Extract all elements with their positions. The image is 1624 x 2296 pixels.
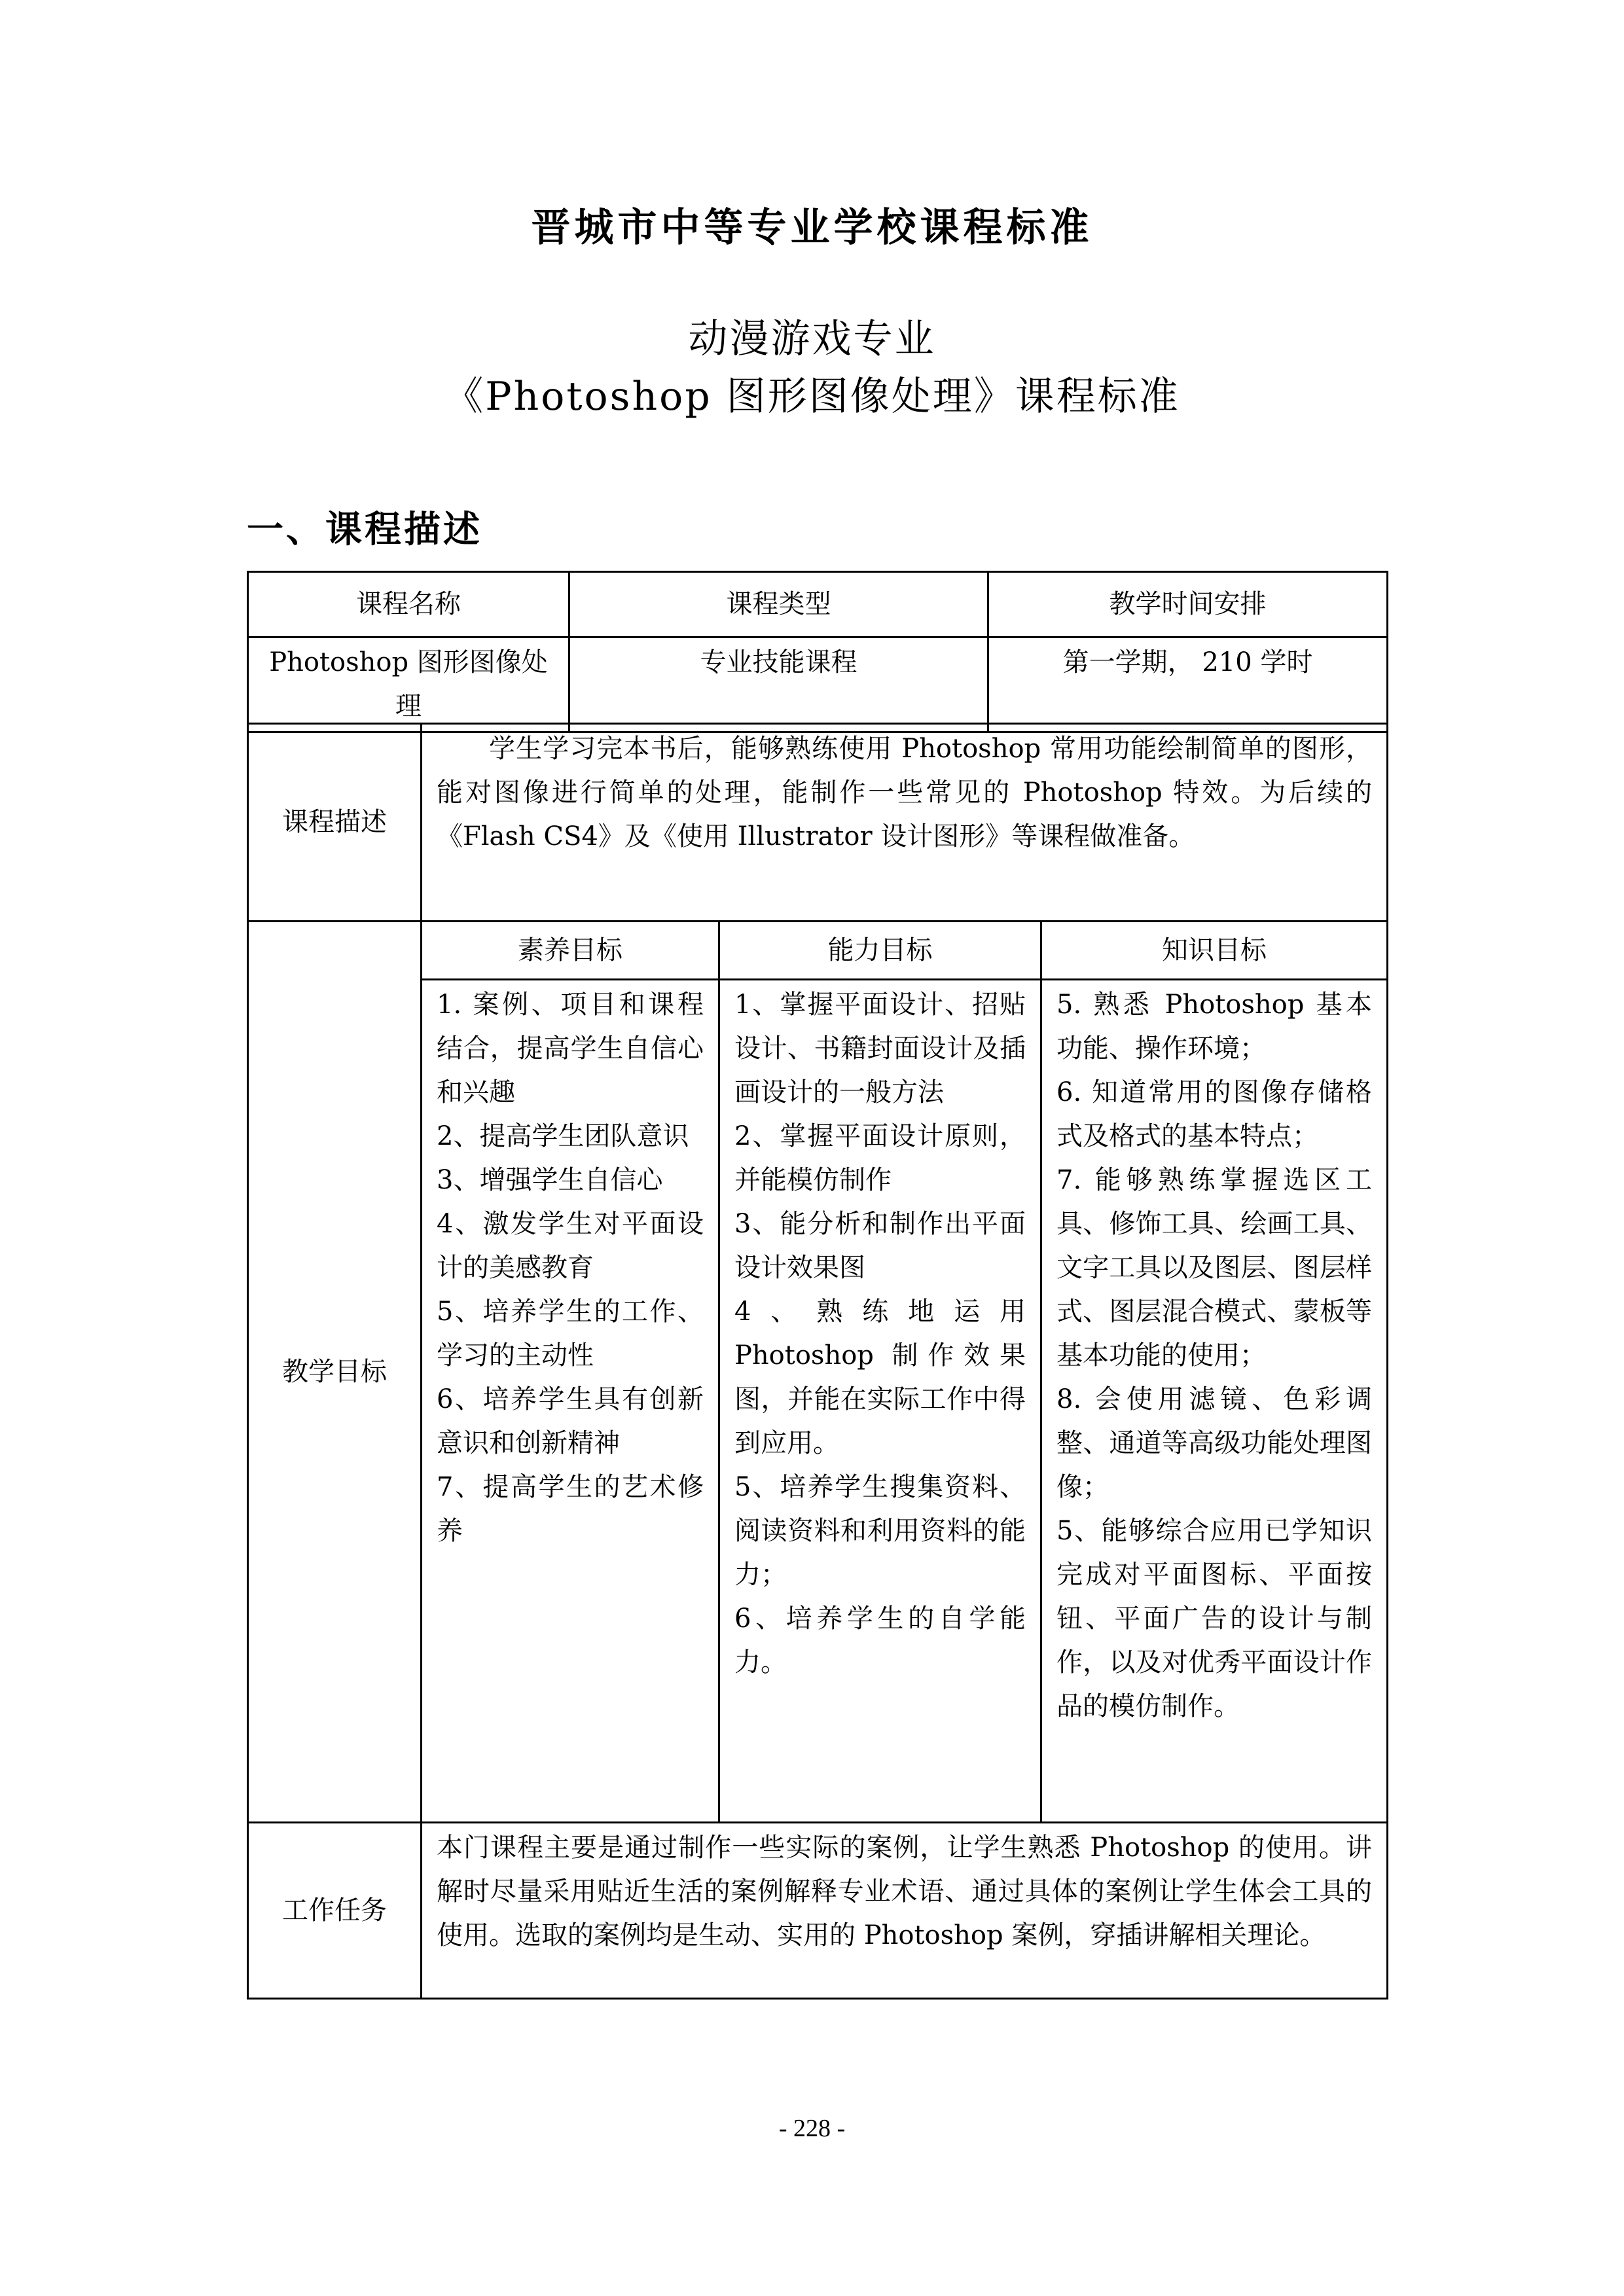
course-type-value: 专业技能课程 — [569, 637, 988, 732]
list-item: 5、培养学生的工作、学习的主动性 — [437, 1297, 704, 1371]
list-item: 6、培养学生具有创新意识和创新精神 — [437, 1384, 704, 1458]
list-item: 6、培养学生的自学能力。 — [734, 1604, 1026, 1677]
list-item: 1、掌握平面设计、招贴设计、书籍封面设计及插画设计的一般方法 — [734, 990, 1026, 1107]
course-description-table — [247, 723, 1388, 2000]
section-heading: 一、课程描述 — [247, 508, 482, 551]
literacy-goals-cell — [422, 980, 719, 1823]
subtitle-major: 动漫游戏专业 — [688, 316, 936, 362]
description-row — [248, 724, 1388, 922]
list-item: 6. 知道常用的图像存储格式及格式的基本特点； — [1056, 1077, 1373, 1151]
list-item: 4、熟练地运用 Photoshop 制作效果图，并能在实际工作中得到应用。 — [734, 1297, 1026, 1458]
header-course-type: 课程类型 — [569, 572, 988, 637]
list-item: 7. 能够熟练掌握选区工具、修饰工具、绘画工具、文字工具以及图层、图层样式、图层混合模式、蒙板等基本功能的使用； — [1056, 1165, 1373, 1371]
objectives-header-row — [248, 922, 1388, 980]
description-label: 课程描述 — [248, 724, 422, 922]
header-ability-goals: 能力目标 — [719, 922, 1041, 980]
list-item: 3、增强学生自信心 — [437, 1165, 663, 1195]
knowledge-goals-cell — [1041, 980, 1388, 1823]
table-header-row — [248, 572, 1388, 637]
header-literacy-goals: 素养目标 — [422, 922, 719, 980]
course-info-table — [247, 571, 1388, 733]
list-item: 8. 会使用滤镜、色彩调整、通道等高级功能处理图像； — [1056, 1384, 1373, 1502]
course-name-value: Photoshop 图形图像处理 — [248, 637, 569, 732]
list-item: 2、掌握平面设计原则，并能模仿制作 — [734, 1121, 1026, 1195]
ability-goals-cell — [719, 980, 1041, 1823]
list-item: 1. 案例、项目和课程结合，提高学生自信心和兴趣 — [437, 990, 704, 1107]
description-text: 学生学习完本书后，能够熟练使用 Photoshop 常用功能绘制简单的图形，能对图像进行简单的处理，能制作一些常见的 Photoshop 特效。为后续的《Flash CS4》及《使用 Illustrator 设计图形》等课程做准备。 — [422, 724, 1388, 922]
list-item: 4、激发学生对平面设计的美感教育 — [437, 1209, 704, 1283]
table-row — [248, 637, 1388, 732]
work-tasks-label: 工作任务 — [248, 1823, 422, 1999]
header-schedule: 教学时间安排 — [988, 572, 1388, 637]
schedule-value: 第一学期， 210 学时 — [988, 637, 1388, 732]
subtitle-course-standard: 《Photoshop 图形图像处理》课程标准 — [444, 374, 1180, 420]
list-item: 5. 熟悉 Photoshop 基本功能、操作环境； — [1056, 990, 1373, 1064]
work-tasks-text: 本门课程主要是通过制作一些实际的案例，让学生熟悉 Photoshop 的使用。讲解时尽量采用贴近生活的案例解释专业术语、通过具体的案例让学生体会工具的使用。选取的案例均是生动、实用的 Photoshop 案例，穿插讲解相关理论。 — [422, 1823, 1388, 1999]
list-item: 7、提高学生的艺术修养 — [437, 1472, 704, 1546]
list-item: 5、能够综合应用已学知识完成对平面图标、平面按钮、平面广告的设计与制作，以及对优秀平面设计作品的模仿制作。 — [1056, 1516, 1373, 1721]
list-item: 2、提高学生团队意识 — [437, 1121, 689, 1151]
objectives-label: 教学目标 — [248, 922, 422, 1823]
header-knowledge-goals: 知识目标 — [1041, 922, 1388, 980]
work-tasks-row — [248, 1823, 1388, 1999]
page-title: 晋城市中等专业学校课程标准 — [531, 205, 1093, 251]
list-item: 5、培养学生搜集资料、阅读资料和利用资料的能力； — [734, 1472, 1026, 1590]
page-number: - 228 - — [778, 2115, 846, 2142]
header-course-name: 课程名称 — [248, 572, 569, 637]
list-item: 3、能分析和制作出平面设计效果图 — [734, 1209, 1026, 1283]
